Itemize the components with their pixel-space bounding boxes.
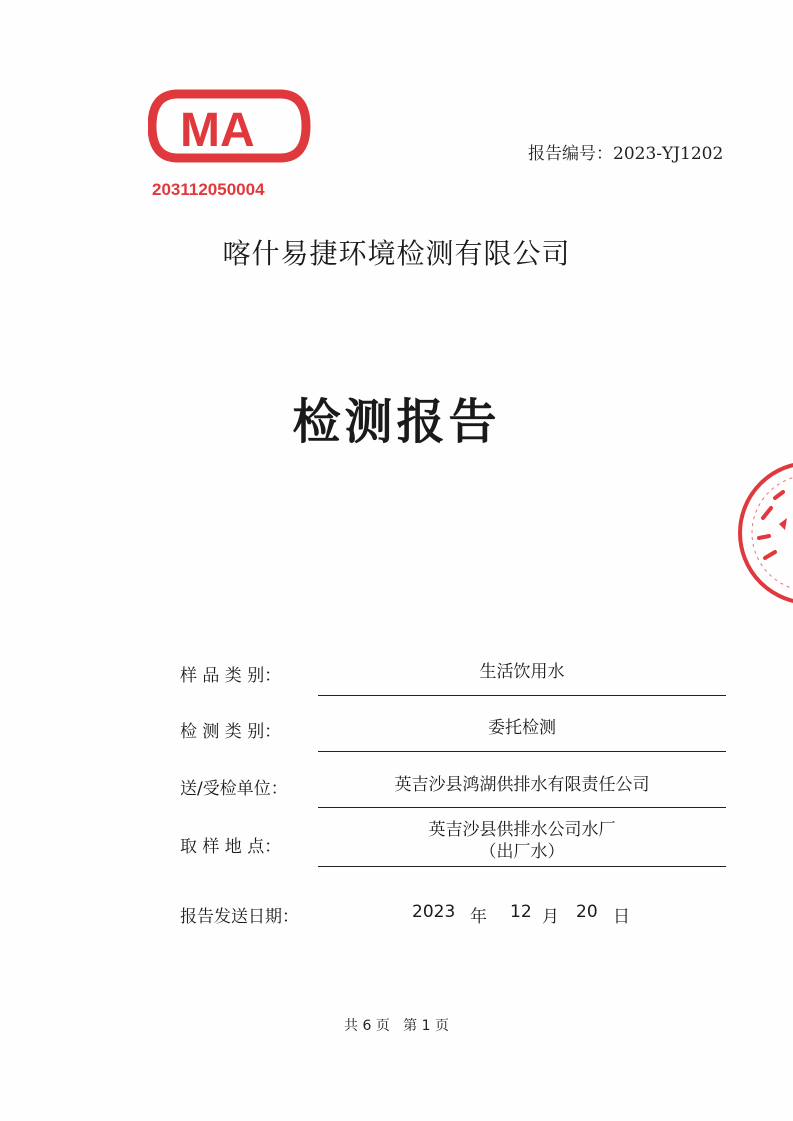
report-date-year-unit: 年 — [470, 907, 487, 927]
sampling-location-line2: （出厂水） — [479, 842, 565, 862]
cma-certificate-number: 203112050004 — [152, 180, 265, 199]
report-title: 检测报告 — [292, 394, 501, 450]
test-type-underline — [318, 751, 726, 752]
company-round-seal-icon — [735, 458, 793, 618]
sample-type-value: 生活饮用水 — [479, 662, 565, 682]
sampling-location-underline — [318, 866, 726, 867]
report-date-month: 12 — [510, 902, 532, 922]
client-value: 英吉沙县鸿湖供排水有限责任公司 — [394, 775, 650, 795]
sampling-location-line1: 英吉沙县供排水公司水厂 — [428, 820, 616, 840]
report-date-year: 2023 — [412, 902, 456, 922]
sampling-location-label: 取 样 地 点： — [180, 837, 282, 857]
client-underline — [318, 807, 726, 808]
sample-type-underline — [318, 695, 726, 696]
report-number — [528, 139, 723, 164]
test-type-label: 检 测 类 别： — [180, 722, 282, 742]
cma-seal-text: MA — [180, 104, 255, 157]
sampling-location-value — [318, 819, 726, 863]
client-label: 送/受检单位： — [180, 779, 288, 799]
test-type-value: 委托检测 — [488, 718, 556, 738]
report-date-label: 报告发送日期： — [180, 907, 299, 927]
sample-type-label: 样 品 类 别： — [180, 666, 282, 686]
report-date-month-unit: 月 — [542, 907, 559, 927]
report-number-value: 2023-YJ1202 — [613, 144, 724, 164]
report-date-day-unit: 日 — [613, 907, 630, 927]
report-date-day: 20 — [576, 902, 598, 922]
company-name: 喀什易捷环境检测有限公司 — [222, 237, 571, 270]
page-number-footer: 共 6 页 第 1 页 — [344, 1018, 449, 1034]
report-number-label: 报告编号： — [528, 144, 613, 164]
